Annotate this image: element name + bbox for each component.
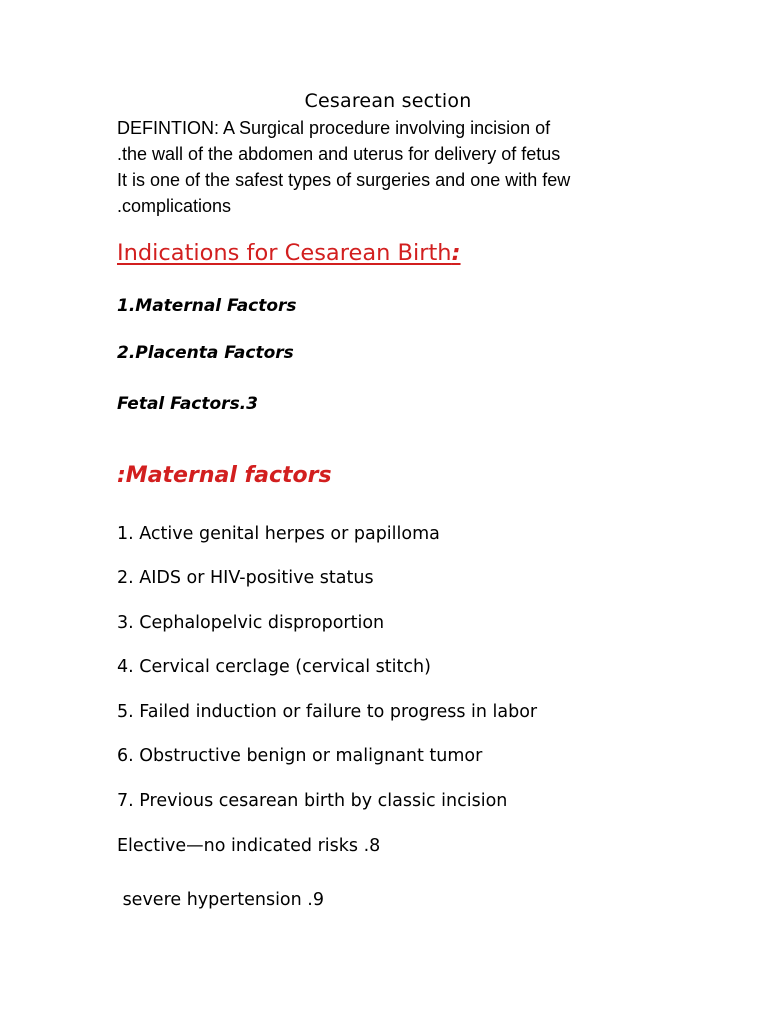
maternal-item: 1. Active genital herpes or papilloma (117, 524, 440, 544)
maternal-item: Elective—no indicated risks .8 (117, 836, 381, 856)
indications-heading (117, 240, 461, 266)
maternal-item: 5. Failed induction or failure to progress in labor (117, 702, 538, 722)
definition-line: .the wall of the abdomen and uterus for delivery of fetus (117, 144, 561, 164)
maternal-item: 4. Cervical cerclage (cervical stitch) (117, 657, 431, 677)
maternal-item: 2. AIDS or HIV-positive status (117, 568, 374, 588)
indications-heading-colon: : (451, 240, 461, 266)
maternal-item: severe hypertension .9 (117, 890, 324, 910)
maternal-item: 7. Previous cesarean birth by classic incision (117, 791, 508, 811)
factor-item: 2.Placenta Factors (117, 343, 294, 363)
definition-line: DEFINTION: A Surgical procedure involving incision of (117, 118, 551, 138)
maternal-item: 3. Cephalopelvic disproportion (117, 613, 385, 633)
maternal-factors-heading: :Maternal factors (117, 463, 332, 488)
document-title: Cesarean section (304, 90, 472, 112)
factor-item: 1.Maternal Factors (117, 296, 297, 316)
definition-line: .complications (117, 196, 232, 216)
maternal-item: 6. Obstructive benign or malignant tumor (117, 746, 483, 766)
indications-heading-text: Indications for Cesarean Birth (117, 240, 452, 266)
factor-item: Fetal Factors.3 (117, 394, 258, 414)
definition-line: It is one of the safest types of surgeries and one with few (117, 170, 571, 190)
